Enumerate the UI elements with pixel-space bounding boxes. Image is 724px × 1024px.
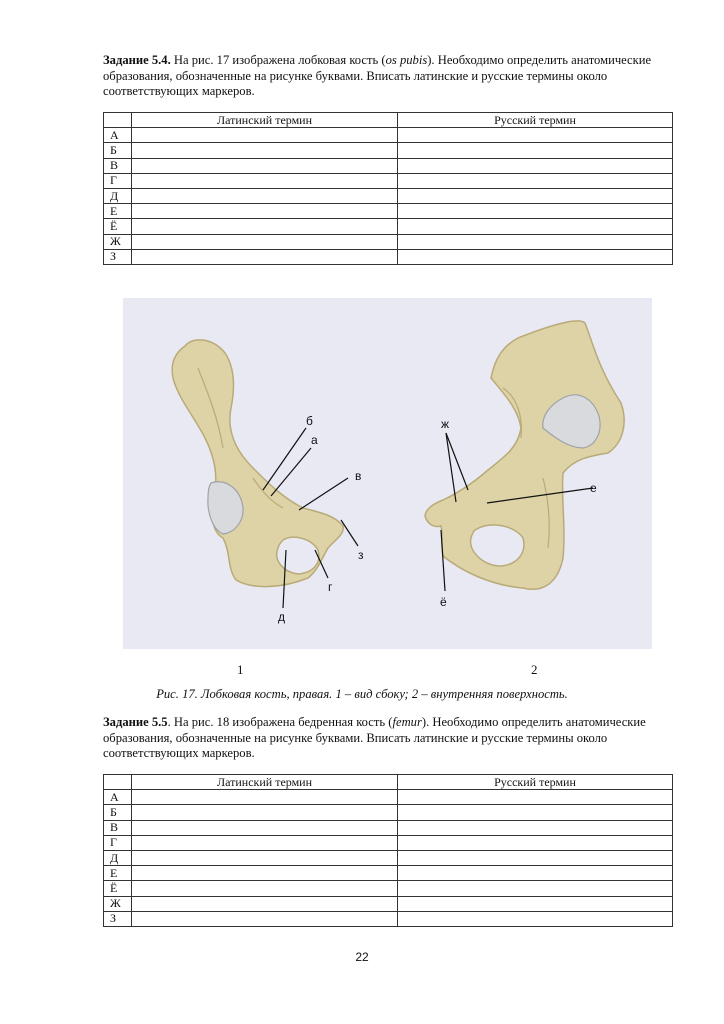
table-row — [104, 173, 673, 188]
row-letter: Г — [104, 173, 132, 188]
russian-cell[interactable] — [398, 249, 673, 264]
header-latin-term: Латинский термин — [132, 113, 398, 128]
russian-cell[interactable] — [398, 173, 673, 188]
header-russian-term: Русский термин — [398, 775, 673, 790]
row-letter: А — [104, 790, 132, 805]
task-text-before: . На рис. 18 изображена бедренная кость ( — [167, 715, 393, 729]
row-letter: Е — [104, 866, 132, 881]
table-row — [104, 234, 673, 249]
russian-cell[interactable] — [398, 835, 673, 850]
latin-cell[interactable] — [132, 805, 398, 820]
task-5-4-text — [103, 53, 675, 100]
table-row — [104, 896, 673, 911]
latin-cell[interactable] — [132, 188, 398, 203]
russian-cell[interactable] — [398, 204, 673, 219]
russian-cell[interactable] — [398, 188, 673, 203]
table-row — [104, 881, 673, 896]
header-letter — [104, 775, 132, 790]
row-letter: З — [104, 911, 132, 926]
page-number: 22 — [355, 950, 369, 964]
russian-cell[interactable] — [398, 896, 673, 911]
russian-cell[interactable] — [398, 820, 673, 835]
latin-cell[interactable] — [132, 234, 398, 249]
row-letter: А — [104, 128, 132, 143]
pubic-bone-figure — [123, 298, 652, 649]
russian-cell[interactable] — [398, 911, 673, 926]
panel-1-number: 1 — [237, 662, 244, 677]
task-text-before: На рис. 17 изображена лобковая кость ( — [170, 53, 386, 67]
russian-cell[interactable] — [398, 805, 673, 820]
latin-cell[interactable] — [132, 219, 398, 234]
table-row — [104, 204, 673, 219]
russian-cell[interactable] — [398, 866, 673, 881]
table-row — [104, 835, 673, 850]
label-zh: ж — [441, 417, 450, 431]
table-row — [104, 790, 673, 805]
table-row — [104, 188, 673, 203]
row-letter: Б — [104, 143, 132, 158]
task-5-5-text — [103, 715, 675, 762]
table-row — [104, 850, 673, 865]
russian-cell[interactable] — [398, 850, 673, 865]
latin-cell[interactable] — [132, 866, 398, 881]
row-letter: Ё — [104, 881, 132, 896]
row-letter: Б — [104, 805, 132, 820]
russian-cell[interactable] — [398, 234, 673, 249]
russian-cell[interactable] — [398, 790, 673, 805]
task-text-after: ). Необходимо определить анатомические образования, обозначенные на рисунке буквами. Вписать латинские и русские термины около соответствующих маркеров. — [103, 715, 646, 761]
russian-cell[interactable] — [398, 128, 673, 143]
latin-term: os pubis — [385, 53, 428, 67]
row-letter: Ё — [104, 219, 132, 234]
russian-cell[interactable] — [398, 158, 673, 173]
header-russian-term: Русский термин — [398, 113, 673, 128]
latin-cell[interactable] — [132, 143, 398, 158]
table-row — [104, 128, 673, 143]
label-g: г — [328, 580, 333, 594]
label-d: д — [278, 610, 286, 624]
answer-table-5-5 — [103, 774, 673, 927]
answer-table-5-4 — [103, 112, 673, 265]
label-yo: ё — [440, 595, 447, 609]
header-latin-term: Латинский термин — [132, 775, 398, 790]
table-header-row — [104, 113, 673, 128]
table-row — [104, 911, 673, 926]
figure-caption: Рис. 17. Лобковая кость, правая. 1 – вид сбоку; 2 – внутренняя поверхность. — [156, 687, 568, 701]
latin-cell[interactable] — [132, 204, 398, 219]
latin-cell[interactable] — [132, 790, 398, 805]
task-number: Задание 5.5 — [103, 715, 168, 729]
task-text-after: ). Необходимо определить анатомические образования, обозначенные на рисунке буквами. Вписать латинские и русские термины около соответствующих маркеров. — [103, 53, 652, 99]
row-letter: Ж — [104, 896, 132, 911]
latin-cell[interactable] — [132, 158, 398, 173]
row-letter: Д — [104, 850, 132, 865]
label-b: б — [306, 414, 313, 428]
table-row — [104, 249, 673, 264]
label-e: е — [590, 481, 597, 495]
latin-cell[interactable] — [132, 820, 398, 835]
table-row — [104, 143, 673, 158]
row-letter: Д — [104, 188, 132, 203]
latin-cell[interactable] — [132, 249, 398, 264]
row-letter: Ж — [104, 234, 132, 249]
row-letter: В — [104, 820, 132, 835]
table-row — [104, 158, 673, 173]
russian-cell[interactable] — [398, 881, 673, 896]
latin-cell[interactable] — [132, 911, 398, 926]
row-letter: Е — [104, 204, 132, 219]
latin-cell[interactable] — [132, 173, 398, 188]
row-letter: З — [104, 249, 132, 264]
table-row — [104, 219, 673, 234]
label-z: з — [358, 548, 364, 562]
russian-cell[interactable] — [398, 143, 673, 158]
header-letter — [104, 113, 132, 128]
latin-term: femur — [392, 715, 422, 729]
latin-cell[interactable] — [132, 128, 398, 143]
table-row — [104, 805, 673, 820]
table-row — [104, 866, 673, 881]
row-letter: В — [104, 158, 132, 173]
label-v: в — [355, 469, 362, 483]
table-row — [104, 820, 673, 835]
latin-cell[interactable] — [132, 896, 398, 911]
table-header-row — [104, 775, 673, 790]
latin-cell[interactable] — [132, 850, 398, 865]
label-a: а — [311, 433, 318, 447]
task-number: Задание 5.4. — [103, 53, 171, 67]
latin-cell[interactable] — [132, 881, 398, 896]
panel-2-number: 2 — [531, 662, 538, 677]
latin-cell[interactable] — [132, 835, 398, 850]
russian-cell[interactable] — [398, 219, 673, 234]
row-letter: Г — [104, 835, 132, 850]
